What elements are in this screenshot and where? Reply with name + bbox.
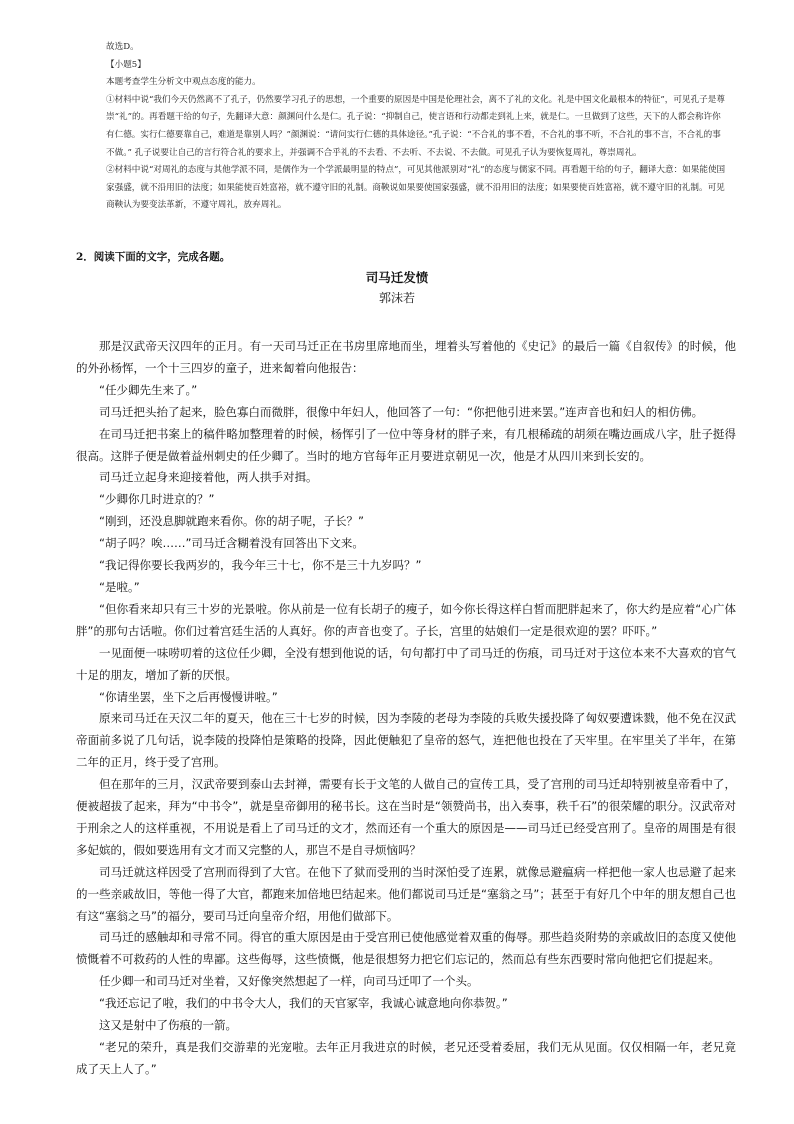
answer-line: 故选D。 [106,42,139,52]
paragraph: 司马迁就这样因受了宫刑而得到了大官。在他下了狱而受刑的当时深怕受了连累，就像忌避瘟病一样把他一家人也忌避了起来的一些亲戚故旧，等他一得了大官，都跑来加倍地巴结起来。他们都说司马迁是“塞翁之马”；甚至于有好几个中年的朋友想自己也有这“塞翁之马”的福分，要司马迁向皇帝介绍，用他们做部下。 [76,864,736,923]
paragraph: “刚到，还没息脚就跑来看你。你的胡子呢，子长？” [99,514,364,529]
paragraph: 任少卿一和司马迁对坐着，又好像突然想起了一样，向司马迁叩了一个头。 [99,974,479,989]
paragraph: 一见面便一味唠叨着的这位任少卿，全没有想到他说的话，句句都打中了司马迁的伤痕，司马迁对于这位本来不大喜欢的官气十足的朋友，增加了新的厌恨。 [76,645,736,682]
paragraph: 那是汉武帝天汉四年的正月。有一天司马迁正在书房里席地而坐，埋着头写着他的《史记》的最后一篇《自叙传》的时候，他的外孙杨恽，一个十三四岁的童子，进来匐着向他报告： [76,339,736,375]
paragraph: “我记得你要长我两岁的，我今年三十七，你不是三十九岁吗？” [99,558,422,573]
answer-explanation [106,39,726,215]
answer-line: 本题考查学生分析文中观点态度的能力。 [106,77,261,88]
paragraph: 但在那年的三月，汉武帝要到泰山去封禅，需要有长于文笔的人做自己的宣传工具，受了宫刑的司马迁却特别被皇帝看中了，便被超拔了起来，拜为“中书令”，就是皇帝御用的秘书长。这在当时是“领赞尚书，出入奏事，秩千石”的很荣耀的职分。汉武帝对于刑余之人的这样重视，不用说是看上了司马迁的文才，然而还有一个重大的原因是——司马迁已经受宫刑了。皇帝的周围是有很多妃嫔的，假如要选用有文才而又完整的人，那岂不是自寻烦恼吗？ [76,777,736,857]
answer-line: ①材料中说“我们今天仍然离不了孔子，仍然要学习孔子的思想，一个重要的原因是中国是伦理社会，离不了礼的文化。礼是中国文化最根本的特征”，可见孔子是尊崇“礼”的。再看题干给的句子，先翻译大意：颜渊问什么是仁。孔子说：“抑制自己，使言语和行动都走到礼上来，就是仁。一旦做到了这些，天下的人都会称许你有仁德。实行仁德要靠自己，难道是靠别人吗？”颜渊说：“请问实行仁德的具体途径。”孔子说：“不合礼的事不看，不合礼的事不听，不合礼的事不言，不合礼的事不做。” 孔子说要让自己的言行符合礼的要求上，并强调不合乎礼的不去看、不去听、不去说、不去做。可见孔子认为要恢复周礼，尊崇周礼。 [106,94,725,158]
article-title: 司马迁发愤 [365,270,429,285]
paragraph: 司马迁立起身来迎接着他，两人拱手对揖。 [99,470,318,485]
paragraph: 司马迁的感触却和寻常不同。得官的重大原因是由于受宫刑已使他感觉着双重的侮辱。那些趋炎附势的亲戚故旧的态度又使他愤慨着不可救药的人性的卑鄙。这些侮辱，这些愤慨，他是很想努力把它们忘记的，然而总有些东西要时常向他把它们提起来。 [76,930,736,967]
article-body [76,336,736,1081]
paragraph: “我还忘记了啦，我们的中书令大人，我们的天官冢宰，我诚心诚意地向你恭贺。” [99,996,508,1011]
answer-line: 【小题5】 [106,59,146,70]
article-author: 郭沫若 [378,291,415,305]
paragraph: 司马迁把头抬了起来，脸色寡白而微胖，很像中年妇人，他回答了一句：“你把他引进来罢。”连声音也和妇人的相仿佛。 [99,404,704,419]
paragraph: “但你看来却只有三十岁的光景啦。你从前是一位有长胡子的瘦子，如今你长得这样白皙而肥胖起来了，你大约是应着“心广体胖”的那句古话啦。你们过着宫廷生活的人真好。你的声音也变了。子长，宫里的姑娘们一定是很欢迎的罢？吓吓。” [76,601,736,638]
paragraph: “你请坐罢，坐下之后再慢慢讲啦。” [99,689,278,704]
paragraph: “是啦。” [99,579,140,594]
question-heading: 2．阅读下面的文字，完成各题。 [76,251,231,263]
answer-line: ②材料中说“对周礼的态度与其他学派不同，是儒作为一个学派最明显的特点”，可见其他派别对“礼”的态度与儒家不同。再看题干给的句子，翻译大意：如果能使国家强盛，就不沿用旧的法度；如果能使百姓富裕，就不遵守旧的礼制。商鞅说如果要使国家强盛，就不沿用旧的法度；如果要使百姓富裕，就不遵守旧的礼制。可见商鞅认为要变法革新，不遵守周礼，放弃周礼。 [106,165,726,211]
paragraph: “胡子吗？唉……”司马迁含糊着没有回答出下文来。 [99,536,364,551]
paragraph: 这又是射中了伤痕的一箭。 [99,1018,237,1033]
paragraph: 在司马迁把书案上的稿件略加整理着的时候，杨恽引了一位中等身材的胖子来，有几根稀疏的胡须在嘴边画成八字，肚子挺得很高。这胖子便是做着益州刺史的任少卿了。当时的地方官每年正月要进京朝见一次，他是才从四川来到长安的。 [76,426,736,463]
paragraph: 原来司马迁在天汉二年的夏天，他在三十七岁的时候，因为李陵的老母为李陵的兵败失援投降了匈奴要遭诛戮，他不免在汉武帝面前多说了几句话，说李陵的投降怕是策略的投降，因此便触犯了皇帝的怒气，连把他也投在了天牢里。在牢里关了半年，在第二年的正月，终于受了宫刑。 [76,711,736,770]
paragraph: “老兄的荣升，真是我们交游辈的光宠啦。去年正月我进京的时候，老兄还受着委屈，我们无从见面。仅仅相隔一年，老兄竟成了天上人了。” [76,1040,736,1076]
paragraph: “任少卿先生来了。” [99,382,198,397]
paragraph: “少卿你几时进京的？” [99,492,215,507]
